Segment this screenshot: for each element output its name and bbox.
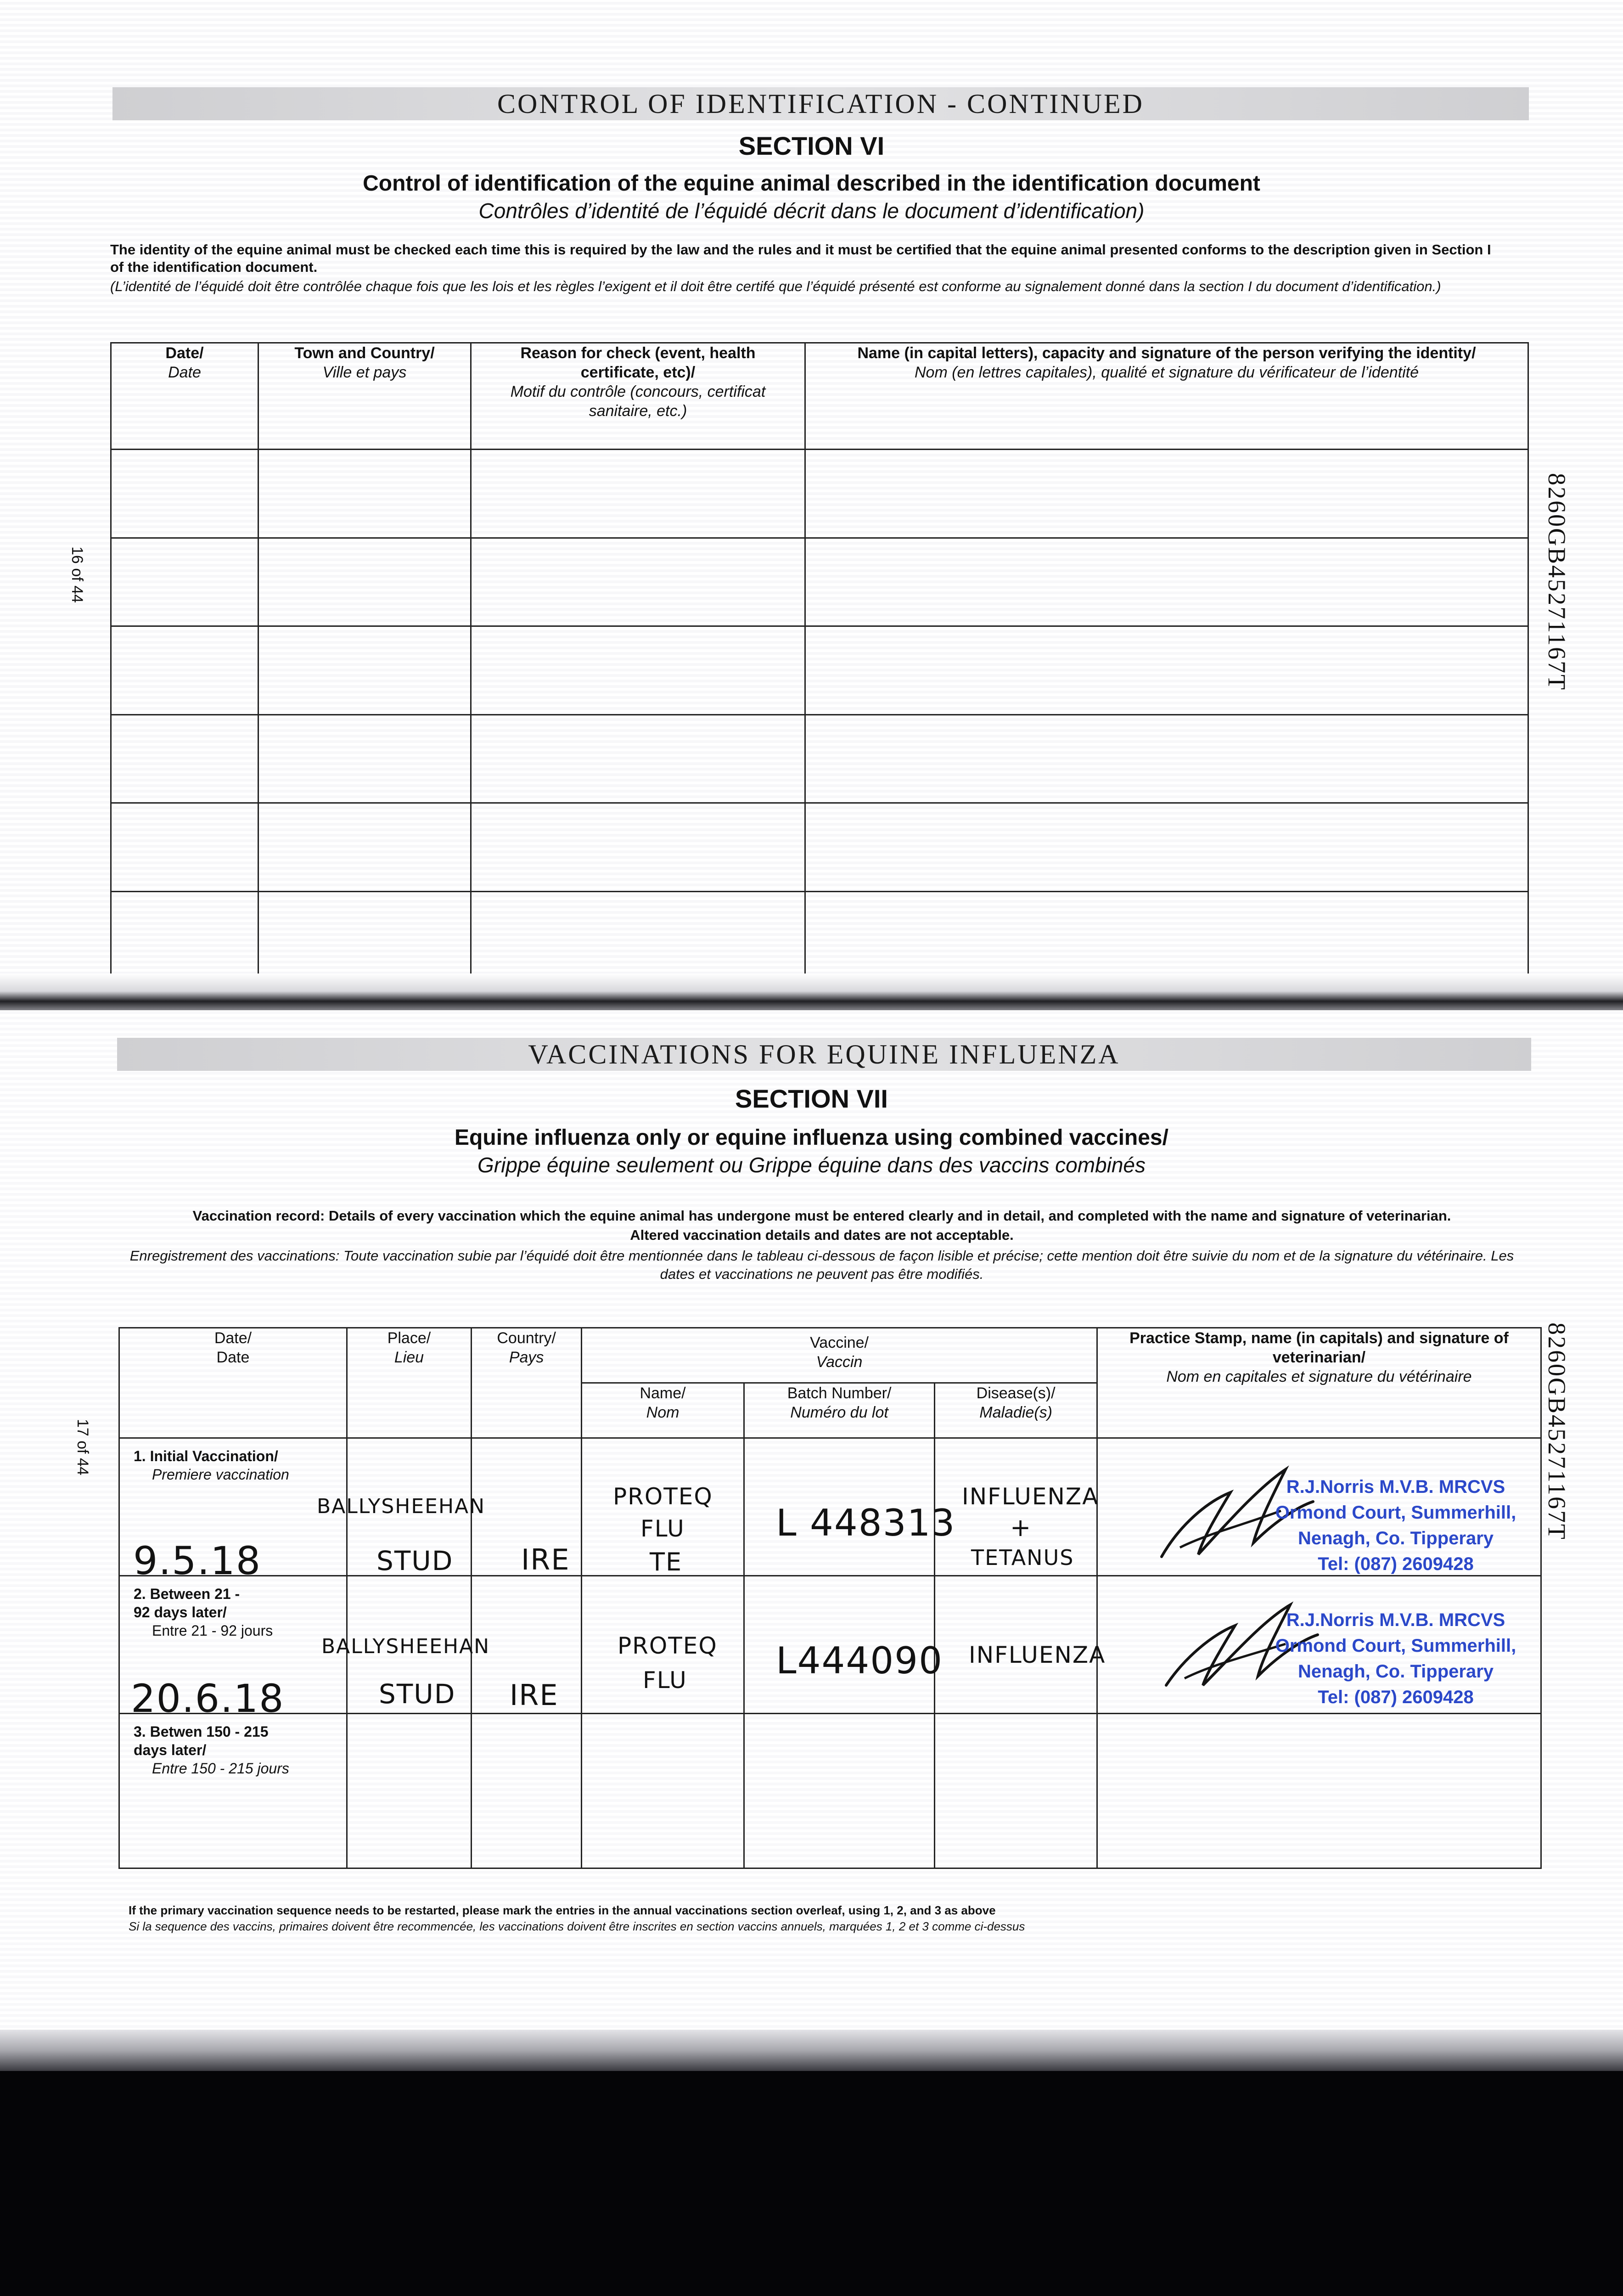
row-label-cell: 3. Betwen 150 - 215 days later/ Entre 150 - 215 jours bbox=[119, 1714, 347, 1868]
page-number: 16 of 44 bbox=[68, 546, 86, 603]
table-header-row bbox=[111, 343, 1528, 450]
vaccination-record-note-fr: Enregistrement des vaccinations: Toute vaccination subie par l’équidé doit être mentionnée dans le tableau ci-dessous de façon lisible et précise; cette mention doit être suivie du nom et de la signature du vétérinaire. Les dates et vaccinations ne peuvent pas être modifiés. bbox=[129, 1248, 1514, 1282]
document-id: 8260GB45271167T bbox=[1543, 1322, 1571, 1541]
band-title: CONTROL OF IDENTIFICATION - CONTINUED bbox=[497, 89, 1144, 119]
section-heading: Control of identification of the equine animal described in the identification document bbox=[363, 171, 1260, 196]
handwritten-vaccine-1a: PROTEQ bbox=[613, 1483, 713, 1510]
row-label-cell: 2. Between 21 - 92 days later/ Entre 21 - 92 jours bbox=[119, 1576, 347, 1714]
handwritten-place-1a: BALLYSHEEHAN bbox=[317, 1495, 486, 1518]
header-batch: Batch Number/ Numéro du lot bbox=[744, 1383, 934, 1438]
section-heading: Equine influenza only or equine influenza using combined vaccines/ bbox=[455, 1125, 1168, 1150]
band-title: VACCINATIONS FOR EQUINE INFLUENZA bbox=[528, 1039, 1120, 1069]
handwritten-place-1b: STUD bbox=[376, 1545, 454, 1576]
handwritten-date-1: 9.5.18 bbox=[133, 1538, 262, 1583]
identity-instruction-fr: (L’identité de l’équidé doit être contrôlée chaque fois que les lois et les règles l’exigent et il doit être certifé que l’équidé présenté est conforme au signalement donné dans la section I du document d’identification.) bbox=[110, 278, 1441, 294]
handwritten-place-2a: BALLYSHEEHAN bbox=[321, 1635, 490, 1658]
header-date: Date/ Date bbox=[119, 1328, 347, 1438]
section-title: SECTION VII bbox=[735, 1084, 888, 1113]
page-17 bbox=[0, 1010, 1623, 2039]
restart-note: If the primary vaccination sequence needs to be restarted, please mark the entries in the annual vaccinations section overleaf, using 1, 2, and 3 as above bbox=[129, 1903, 996, 1917]
vaccination-table bbox=[118, 1327, 1542, 1869]
header-reason: Reason for check (event, health certificate, etc)/ Motif du contrôle (concours, certificat sanitaire, etc.) bbox=[471, 343, 805, 450]
header-vaccine: Vaccine/ Vaccin bbox=[582, 1328, 1097, 1383]
table-row bbox=[111, 715, 1528, 803]
handwritten-country-2: IRE bbox=[510, 1678, 559, 1712]
restart-note-fr: Si la sequence des vaccins, primaires doivent être recommencée, les vaccinations doivent être inscrites en section vaccins annuels, marquées 1, 2 et 3 comme ci-dessus bbox=[129, 1919, 1025, 1933]
handwritten-disease-1a: INFLUENZA bbox=[962, 1483, 1099, 1510]
scanner-background bbox=[0, 2030, 1623, 2296]
page-edge bbox=[0, 2030, 1623, 2071]
table-row bbox=[119, 1714, 1541, 1868]
handwritten-batch-2: L444090 bbox=[776, 1639, 943, 1682]
handwritten-batch-1: L 448313 bbox=[776, 1502, 956, 1544]
handwritten-vaccine-1b: FLU bbox=[640, 1515, 685, 1542]
table-row bbox=[111, 891, 1528, 980]
section-title: SECTION VI bbox=[738, 131, 885, 160]
table-row bbox=[111, 538, 1528, 626]
section-band-identification bbox=[112, 87, 1529, 120]
header-date: Date/ Date bbox=[111, 343, 258, 450]
header-vaccine-name: Name/ Nom bbox=[582, 1383, 744, 1438]
handwritten-vaccine-2a: PROTEQ bbox=[618, 1632, 718, 1659]
practice-stamp-2: R.J.Norris M.V.B. MRCVS Ormond Court, Summerhill, Nenagh, Co. Tipperary Tel: (087) 2609428 bbox=[1275, 1610, 1516, 1707]
header-disease: Disease(s)/ Maladie(s) bbox=[935, 1383, 1097, 1438]
handwritten-disease-1c: TETANUS bbox=[971, 1545, 1074, 1570]
identity-check-table bbox=[110, 342, 1529, 980]
header-verifier: Name (in capital letters), capacity and signature of the person verifying the identity/ Nom (en lettres capitales), qualité et signature du vérificateur de l’identité bbox=[805, 343, 1528, 450]
page-16 bbox=[0, 0, 1623, 996]
document-id: 8260GB45271167T bbox=[1543, 473, 1571, 691]
handwritten-vaccine-2b: FLU bbox=[643, 1667, 687, 1694]
table-header-row bbox=[119, 1328, 1541, 1383]
handwritten-date-2: 20.6.18 bbox=[131, 1676, 285, 1721]
row-label-cell: 1. Initial Vaccination/ Premiere vaccination bbox=[119, 1438, 347, 1576]
handwritten-disease-2: INFLUENZA bbox=[969, 1642, 1106, 1668]
header-country: Country/ Pays bbox=[472, 1328, 582, 1438]
section-heading-fr: Grippe équine seulement ou Grippe équine dans des vaccins combinés bbox=[477, 1153, 1146, 1177]
vaccination-record-note: Vaccination record: Details of every vaccination which the equine animal has undergone must be entered clearly and in detail, and completed with the name and signature of veterinarian. bbox=[192, 1208, 1451, 1224]
section-heading-fr: Contrôles d’identité de l’équidé décrit dans le document d’identification) bbox=[478, 199, 1145, 223]
header-stamp: Practice Stamp, name (in capitals) and signature of veterinarian/ Nom en capitales et signature du vétérinaire bbox=[1097, 1328, 1541, 1438]
header-town: Town and Country/ Ville et pays bbox=[258, 343, 471, 450]
page-number: 17 of 44 bbox=[74, 1419, 91, 1475]
header-place: Place/ Lieu bbox=[347, 1328, 471, 1438]
vaccination-record-note-2: Altered vaccination details and dates are not acceptable. bbox=[630, 1227, 1014, 1243]
handwritten-country-1: IRE bbox=[521, 1543, 570, 1576]
handwritten-place-2b: STUD bbox=[379, 1678, 456, 1710]
section-band-vaccinations bbox=[117, 1038, 1531, 1071]
table-row bbox=[111, 450, 1528, 538]
identity-instruction: The identity of the equine animal must be checked each time this is required by the law and the rules and it must be certified that the equine animal presented conforms to the description given in Section I of the identification document. bbox=[110, 242, 1491, 275]
table-row bbox=[111, 626, 1528, 715]
handwritten-vaccine-1c: TE bbox=[650, 1548, 683, 1576]
table-row bbox=[111, 803, 1528, 892]
handwritten-disease-1b: + bbox=[1010, 1513, 1032, 1542]
practice-stamp-1: R.J.Norris M.V.B. MRCVS Ormond Court, Summerhill, Nenagh, Co. Tipperary Tel: (087) 2609428 bbox=[1275, 1477, 1516, 1574]
